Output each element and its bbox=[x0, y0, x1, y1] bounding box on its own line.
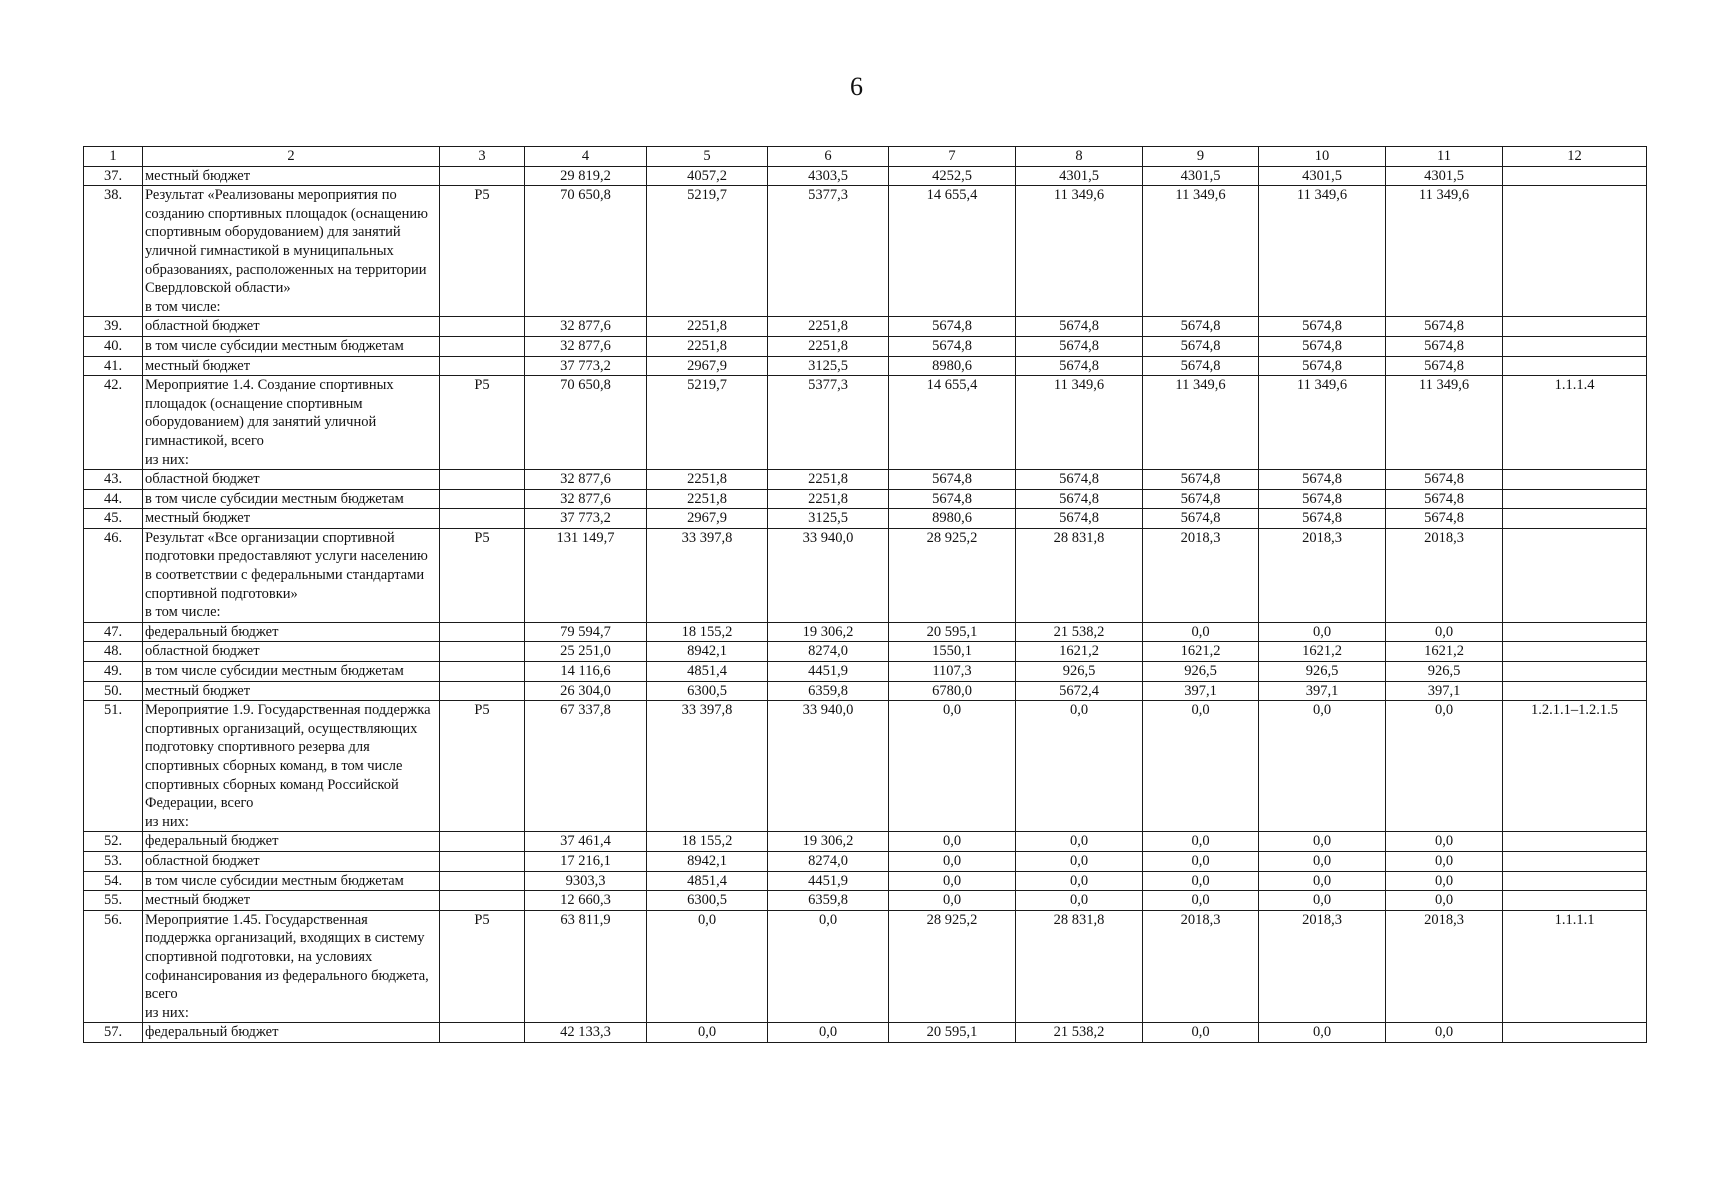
header-cell: 3 bbox=[440, 147, 525, 167]
value-cell: 33 940,0 bbox=[768, 701, 889, 832]
row-code bbox=[440, 470, 525, 490]
value-cell: 4851,4 bbox=[647, 662, 768, 682]
value-cell: 5674,8 bbox=[1386, 509, 1503, 529]
value-cell: 25 251,0 bbox=[525, 642, 647, 662]
value-cell: 5674,8 bbox=[1143, 470, 1259, 490]
value-cell: 2251,8 bbox=[768, 317, 889, 337]
row-reference bbox=[1503, 470, 1647, 490]
value-cell: 5674,8 bbox=[1016, 317, 1143, 337]
value-cell: 5674,8 bbox=[1016, 470, 1143, 490]
row-number: 39. bbox=[84, 317, 143, 337]
value-cell: 1621,2 bbox=[1016, 642, 1143, 662]
row-reference bbox=[1503, 166, 1647, 186]
column-number-header-row bbox=[84, 147, 1647, 167]
row-description: в том числе субсидии местным бюджетам bbox=[143, 871, 440, 891]
header-cell: 7 bbox=[889, 147, 1016, 167]
value-cell: 11 349,6 bbox=[1259, 186, 1386, 317]
row-reference bbox=[1503, 851, 1647, 871]
row-number: 53. bbox=[84, 851, 143, 871]
table-row bbox=[84, 528, 1647, 622]
row-reference bbox=[1503, 509, 1647, 529]
row-description: федеральный бюджет bbox=[143, 622, 440, 642]
value-cell: 5674,8 bbox=[1016, 489, 1143, 509]
value-cell: 5674,8 bbox=[889, 470, 1016, 490]
value-cell: 37 773,2 bbox=[525, 356, 647, 376]
table-row bbox=[84, 489, 1647, 509]
table-row bbox=[84, 356, 1647, 376]
table-row bbox=[84, 662, 1647, 682]
value-cell: 926,5 bbox=[1143, 662, 1259, 682]
value-cell: 5674,8 bbox=[1259, 509, 1386, 529]
value-cell: 32 877,6 bbox=[525, 317, 647, 337]
table-row bbox=[84, 871, 1647, 891]
value-cell: 2018,3 bbox=[1259, 910, 1386, 1023]
value-cell: 8942,1 bbox=[647, 642, 768, 662]
value-cell: 2018,3 bbox=[1386, 528, 1503, 622]
row-number: 54. bbox=[84, 871, 143, 891]
value-cell: 0,0 bbox=[1259, 1023, 1386, 1043]
value-cell: 28 925,2 bbox=[889, 910, 1016, 1023]
table-row bbox=[84, 1023, 1647, 1043]
value-cell: 1621,2 bbox=[1259, 642, 1386, 662]
value-cell: 6780,0 bbox=[889, 681, 1016, 701]
value-cell: 3125,5 bbox=[768, 356, 889, 376]
value-cell: 26 304,0 bbox=[525, 681, 647, 701]
value-cell: 5674,8 bbox=[1259, 470, 1386, 490]
value-cell: 5674,8 bbox=[1259, 356, 1386, 376]
value-cell: 0,0 bbox=[889, 891, 1016, 911]
value-cell: 0,0 bbox=[1259, 891, 1386, 911]
value-cell: 2018,3 bbox=[1386, 910, 1503, 1023]
value-cell: 4851,4 bbox=[647, 871, 768, 891]
row-reference: 1.1.1.4 bbox=[1503, 376, 1647, 470]
value-cell: 6359,8 bbox=[768, 891, 889, 911]
value-cell: 11 349,6 bbox=[1259, 376, 1386, 470]
value-cell: 14 655,4 bbox=[889, 186, 1016, 317]
value-cell: 28 831,8 bbox=[1016, 528, 1143, 622]
value-cell: 28 831,8 bbox=[1016, 910, 1143, 1023]
table-row bbox=[84, 336, 1647, 356]
value-cell: 63 811,9 bbox=[525, 910, 647, 1023]
row-description: местный бюджет bbox=[143, 891, 440, 911]
value-cell: 11 349,6 bbox=[1143, 186, 1259, 317]
value-cell: 14 116,6 bbox=[525, 662, 647, 682]
value-cell: 5377,3 bbox=[768, 376, 889, 470]
table-row bbox=[84, 642, 1647, 662]
table-row bbox=[84, 166, 1647, 186]
header-cell: 11 bbox=[1386, 147, 1503, 167]
row-code bbox=[440, 642, 525, 662]
value-cell: 5219,7 bbox=[647, 186, 768, 317]
header-cell: 6 bbox=[768, 147, 889, 167]
value-cell: 4451,9 bbox=[768, 871, 889, 891]
value-cell: 14 655,4 bbox=[889, 376, 1016, 470]
value-cell: 6359,8 bbox=[768, 681, 889, 701]
value-cell: 5674,8 bbox=[1016, 356, 1143, 376]
row-description: Результат «Реализованы мероприятия по созданию спортивных площадок (оснащению спортивным оборудованием) для занятий уличной гимнастикой в муниципальных образованиях, расположенных на территории Свердловской области» в том числе: bbox=[143, 186, 440, 317]
value-cell: 11 349,6 bbox=[1016, 376, 1143, 470]
value-cell: 2018,3 bbox=[1143, 910, 1259, 1023]
value-cell: 5674,8 bbox=[1386, 356, 1503, 376]
row-description: местный бюджет bbox=[143, 356, 440, 376]
value-cell: 3125,5 bbox=[768, 509, 889, 529]
row-description: Мероприятие 1.45. Государственная поддержка организаций, входящих в систему спортивной подготовки, на условиях софинансирования из федерального бюджета, всего из них: bbox=[143, 910, 440, 1023]
header-cell: 5 bbox=[647, 147, 768, 167]
row-description: Мероприятие 1.9. Государственная поддержка спортивных организаций, осуществляющих подготовку спортивного резерва для спортивных сборных команд, в том числе спортивных сборных команд Российской Федерации, всего из них: bbox=[143, 701, 440, 832]
row-code bbox=[440, 1023, 525, 1043]
table-row bbox=[84, 891, 1647, 911]
value-cell: 926,5 bbox=[1016, 662, 1143, 682]
value-cell: 4451,9 bbox=[768, 662, 889, 682]
value-cell: 0,0 bbox=[1143, 871, 1259, 891]
value-cell: 11 349,6 bbox=[1386, 376, 1503, 470]
value-cell: 397,1 bbox=[1143, 681, 1259, 701]
value-cell: 0,0 bbox=[1016, 891, 1143, 911]
row-reference bbox=[1503, 489, 1647, 509]
value-cell: 79 594,7 bbox=[525, 622, 647, 642]
value-cell: 1550,1 bbox=[889, 642, 1016, 662]
row-description: в том числе субсидии местным бюджетам bbox=[143, 662, 440, 682]
table-body bbox=[84, 147, 1647, 1043]
row-code bbox=[440, 317, 525, 337]
value-cell: 4252,5 bbox=[889, 166, 1016, 186]
row-code bbox=[440, 662, 525, 682]
value-cell: 2967,9 bbox=[647, 356, 768, 376]
value-cell: 29 819,2 bbox=[525, 166, 647, 186]
value-cell: 0,0 bbox=[1016, 701, 1143, 832]
row-code bbox=[440, 166, 525, 186]
value-cell: 397,1 bbox=[1259, 681, 1386, 701]
row-number: 57. bbox=[84, 1023, 143, 1043]
row-number: 51. bbox=[84, 701, 143, 832]
row-description: областной бюджет bbox=[143, 642, 440, 662]
value-cell: 4301,5 bbox=[1016, 166, 1143, 186]
value-cell: 0,0 bbox=[1386, 851, 1503, 871]
value-cell: 0,0 bbox=[1259, 851, 1386, 871]
header-cell: 12 bbox=[1503, 147, 1647, 167]
value-cell: 8942,1 bbox=[647, 851, 768, 871]
value-cell: 4303,5 bbox=[768, 166, 889, 186]
row-description: Результат «Все организации спортивной подготовки предоставляют услуги населению в соответствии с федеральными стандартами спортивной подготовки» в том числе: bbox=[143, 528, 440, 622]
table-row bbox=[84, 832, 1647, 852]
value-cell: 0,0 bbox=[1386, 1023, 1503, 1043]
row-description: местный бюджет bbox=[143, 681, 440, 701]
row-number: 49. bbox=[84, 662, 143, 682]
row-code bbox=[440, 336, 525, 356]
value-cell: 5674,8 bbox=[889, 317, 1016, 337]
value-cell: 2251,8 bbox=[647, 336, 768, 356]
value-cell: 20 595,1 bbox=[889, 622, 1016, 642]
budget-table bbox=[83, 146, 1647, 1043]
value-cell: 0,0 bbox=[1143, 701, 1259, 832]
value-cell: 70 650,8 bbox=[525, 376, 647, 470]
value-cell: 0,0 bbox=[889, 871, 1016, 891]
value-cell: 2967,9 bbox=[647, 509, 768, 529]
value-cell: 2018,3 bbox=[1259, 528, 1386, 622]
row-number: 37. bbox=[84, 166, 143, 186]
header-cell: 8 bbox=[1016, 147, 1143, 167]
value-cell: 1621,2 bbox=[1386, 642, 1503, 662]
row-description: областной бюджет bbox=[143, 470, 440, 490]
table-row bbox=[84, 470, 1647, 490]
value-cell: 20 595,1 bbox=[889, 1023, 1016, 1043]
value-cell: 5674,8 bbox=[889, 489, 1016, 509]
row-number: 48. bbox=[84, 642, 143, 662]
value-cell: 32 877,6 bbox=[525, 336, 647, 356]
row-code bbox=[440, 509, 525, 529]
value-cell: 6300,5 bbox=[647, 891, 768, 911]
row-number: 52. bbox=[84, 832, 143, 852]
row-code bbox=[440, 489, 525, 509]
value-cell: 17 216,1 bbox=[525, 851, 647, 871]
value-cell: 0,0 bbox=[1259, 832, 1386, 852]
row-reference bbox=[1503, 891, 1647, 911]
row-reference bbox=[1503, 186, 1647, 317]
row-number: 55. bbox=[84, 891, 143, 911]
row-reference bbox=[1503, 871, 1647, 891]
header-cell: 10 bbox=[1259, 147, 1386, 167]
value-cell: 6300,5 bbox=[647, 681, 768, 701]
value-cell: 5219,7 bbox=[647, 376, 768, 470]
row-description: областной бюджет bbox=[143, 317, 440, 337]
row-reference bbox=[1503, 528, 1647, 622]
table-row bbox=[84, 851, 1647, 871]
row-reference bbox=[1503, 681, 1647, 701]
value-cell: 32 877,6 bbox=[525, 470, 647, 490]
value-cell: 19 306,2 bbox=[768, 622, 889, 642]
row-code: Р5 bbox=[440, 528, 525, 622]
value-cell: 11 349,6 bbox=[1386, 186, 1503, 317]
value-cell: 397,1 bbox=[1386, 681, 1503, 701]
row-reference: 1.2.1.1–1.2.1.5 bbox=[1503, 701, 1647, 832]
value-cell: 8274,0 bbox=[768, 851, 889, 871]
row-code: Р5 bbox=[440, 186, 525, 317]
row-description: в том числе субсидии местным бюджетам bbox=[143, 489, 440, 509]
value-cell: 37 461,4 bbox=[525, 832, 647, 852]
value-cell: 0,0 bbox=[1143, 891, 1259, 911]
value-cell: 5672,4 bbox=[1016, 681, 1143, 701]
table-row bbox=[84, 910, 1647, 1023]
value-cell: 0,0 bbox=[1016, 871, 1143, 891]
row-description: федеральный бюджет bbox=[143, 1023, 440, 1043]
row-code bbox=[440, 871, 525, 891]
row-number: 50. bbox=[84, 681, 143, 701]
value-cell: 5674,8 bbox=[1259, 317, 1386, 337]
row-number: 45. bbox=[84, 509, 143, 529]
value-cell: 18 155,2 bbox=[647, 622, 768, 642]
value-cell: 0,0 bbox=[1259, 701, 1386, 832]
value-cell: 4301,5 bbox=[1386, 166, 1503, 186]
value-cell: 2251,8 bbox=[647, 317, 768, 337]
row-reference bbox=[1503, 356, 1647, 376]
value-cell: 11 349,6 bbox=[1143, 376, 1259, 470]
value-cell: 5674,8 bbox=[1386, 336, 1503, 356]
value-cell: 37 773,2 bbox=[525, 509, 647, 529]
header-cell: 1 bbox=[84, 147, 143, 167]
value-cell: 5674,8 bbox=[1143, 489, 1259, 509]
row-code: Р5 bbox=[440, 910, 525, 1023]
value-cell: 33 397,8 bbox=[647, 701, 768, 832]
row-code bbox=[440, 832, 525, 852]
value-cell: 2251,8 bbox=[647, 470, 768, 490]
value-cell: 0,0 bbox=[889, 832, 1016, 852]
row-reference: 1.1.1.1 bbox=[1503, 910, 1647, 1023]
row-reference bbox=[1503, 622, 1647, 642]
row-description: Мероприятие 1.4. Создание спортивных площадок (оснащение спортивным оборудованием) для занятий уличной гимнастикой, всего из них: bbox=[143, 376, 440, 470]
value-cell: 42 133,3 bbox=[525, 1023, 647, 1043]
value-cell: 926,5 bbox=[1259, 662, 1386, 682]
row-description: в том числе субсидии местным бюджетам bbox=[143, 336, 440, 356]
value-cell: 2251,8 bbox=[768, 470, 889, 490]
value-cell: 0,0 bbox=[647, 1023, 768, 1043]
value-cell: 0,0 bbox=[889, 851, 1016, 871]
value-cell: 0,0 bbox=[1386, 701, 1503, 832]
value-cell: 0,0 bbox=[1386, 622, 1503, 642]
value-cell: 0,0 bbox=[1143, 622, 1259, 642]
value-cell: 0,0 bbox=[1259, 622, 1386, 642]
value-cell: 9303,3 bbox=[525, 871, 647, 891]
value-cell: 1621,2 bbox=[1143, 642, 1259, 662]
row-number: 38. bbox=[84, 186, 143, 317]
value-cell: 32 877,6 bbox=[525, 489, 647, 509]
value-cell: 5674,8 bbox=[1386, 489, 1503, 509]
row-reference bbox=[1503, 642, 1647, 662]
table-row bbox=[84, 509, 1647, 529]
row-code: Р5 bbox=[440, 701, 525, 832]
row-reference bbox=[1503, 662, 1647, 682]
value-cell: 8980,6 bbox=[889, 356, 1016, 376]
value-cell: 5674,8 bbox=[1143, 509, 1259, 529]
value-cell: 4301,5 bbox=[1259, 166, 1386, 186]
table-row bbox=[84, 186, 1647, 317]
row-number: 41. bbox=[84, 356, 143, 376]
header-cell: 4 bbox=[525, 147, 647, 167]
row-reference bbox=[1503, 1023, 1647, 1043]
value-cell: 0,0 bbox=[1143, 1023, 1259, 1043]
value-cell: 5674,8 bbox=[1386, 470, 1503, 490]
value-cell: 0,0 bbox=[768, 1023, 889, 1043]
value-cell: 5674,8 bbox=[1016, 509, 1143, 529]
value-cell: 18 155,2 bbox=[647, 832, 768, 852]
row-description: местный бюджет bbox=[143, 166, 440, 186]
value-cell: 5674,8 bbox=[1016, 336, 1143, 356]
value-cell: 5674,8 bbox=[889, 336, 1016, 356]
value-cell: 70 650,8 bbox=[525, 186, 647, 317]
table-row bbox=[84, 317, 1647, 337]
value-cell: 0,0 bbox=[647, 910, 768, 1023]
value-cell: 0,0 bbox=[1143, 851, 1259, 871]
value-cell: 5674,8 bbox=[1259, 336, 1386, 356]
value-cell: 926,5 bbox=[1386, 662, 1503, 682]
value-cell: 5674,8 bbox=[1143, 336, 1259, 356]
row-code bbox=[440, 891, 525, 911]
value-cell: 5674,8 bbox=[1259, 489, 1386, 509]
header-cell: 2 bbox=[143, 147, 440, 167]
table-row bbox=[84, 681, 1647, 701]
value-cell: 28 925,2 bbox=[889, 528, 1016, 622]
table-row bbox=[84, 622, 1647, 642]
row-reference bbox=[1503, 317, 1647, 337]
value-cell: 21 538,2 bbox=[1016, 1023, 1143, 1043]
row-number: 46. bbox=[84, 528, 143, 622]
value-cell: 2018,3 bbox=[1143, 528, 1259, 622]
row-number: 56. bbox=[84, 910, 143, 1023]
row-description: областной бюджет bbox=[143, 851, 440, 871]
row-code bbox=[440, 681, 525, 701]
value-cell: 11 349,6 bbox=[1016, 186, 1143, 317]
value-cell: 4057,2 bbox=[647, 166, 768, 186]
value-cell: 8274,0 bbox=[768, 642, 889, 662]
row-description: федеральный бюджет bbox=[143, 832, 440, 852]
value-cell: 5377,3 bbox=[768, 186, 889, 317]
value-cell: 5674,8 bbox=[1143, 317, 1259, 337]
value-cell: 67 337,8 bbox=[525, 701, 647, 832]
row-number: 43. bbox=[84, 470, 143, 490]
row-code bbox=[440, 356, 525, 376]
page-number: 6 bbox=[850, 72, 863, 101]
row-code bbox=[440, 851, 525, 871]
value-cell: 8980,6 bbox=[889, 509, 1016, 529]
value-cell: 0,0 bbox=[1016, 851, 1143, 871]
row-reference bbox=[1503, 336, 1647, 356]
value-cell: 2251,8 bbox=[647, 489, 768, 509]
value-cell: 0,0 bbox=[1143, 832, 1259, 852]
value-cell: 0,0 bbox=[768, 910, 889, 1023]
row-code bbox=[440, 622, 525, 642]
row-number: 42. bbox=[84, 376, 143, 470]
value-cell: 5674,8 bbox=[1386, 317, 1503, 337]
row-description: местный бюджет bbox=[143, 509, 440, 529]
table-row bbox=[84, 701, 1647, 832]
value-cell: 1107,3 bbox=[889, 662, 1016, 682]
value-cell: 0,0 bbox=[889, 701, 1016, 832]
value-cell: 4301,5 bbox=[1143, 166, 1259, 186]
value-cell: 19 306,2 bbox=[768, 832, 889, 852]
value-cell: 2251,8 bbox=[768, 336, 889, 356]
row-number: 47. bbox=[84, 622, 143, 642]
row-reference bbox=[1503, 832, 1647, 852]
table-row bbox=[84, 376, 1647, 470]
value-cell: 131 149,7 bbox=[525, 528, 647, 622]
value-cell: 12 660,3 bbox=[525, 891, 647, 911]
row-number: 40. bbox=[84, 336, 143, 356]
value-cell: 2251,8 bbox=[768, 489, 889, 509]
value-cell: 0,0 bbox=[1386, 891, 1503, 911]
value-cell: 5674,8 bbox=[1143, 356, 1259, 376]
value-cell: 0,0 bbox=[1386, 871, 1503, 891]
value-cell: 21 538,2 bbox=[1016, 622, 1143, 642]
value-cell: 0,0 bbox=[1386, 832, 1503, 852]
value-cell: 0,0 bbox=[1259, 871, 1386, 891]
value-cell: 33 940,0 bbox=[768, 528, 889, 622]
row-number: 44. bbox=[84, 489, 143, 509]
value-cell: 0,0 bbox=[1016, 832, 1143, 852]
row-code: Р5 bbox=[440, 376, 525, 470]
value-cell: 33 397,8 bbox=[647, 528, 768, 622]
header-cell: 9 bbox=[1143, 147, 1259, 167]
